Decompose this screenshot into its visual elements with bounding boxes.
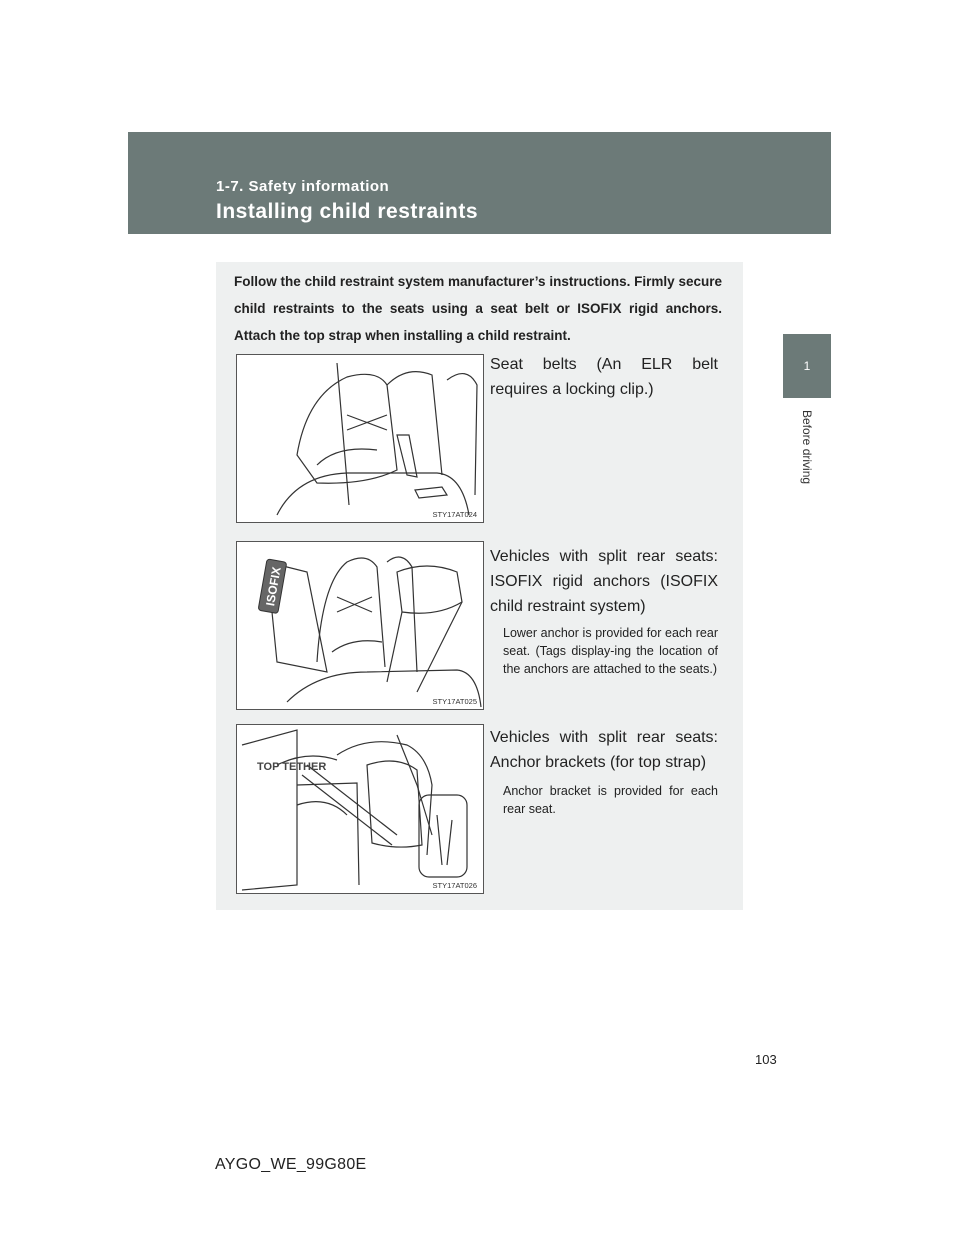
image-code: STY17AT025 — [432, 697, 477, 706]
section-label: 1-7. Safety information — [216, 178, 390, 195]
illustration-top-tether — [236, 724, 484, 894]
chapter-tab: 1 — [783, 334, 831, 398]
item-heading: Seat belts (An ELR belt requires a locking clip.) — [490, 356, 718, 398]
item-description: Lower anchor is provided for each rear seat. (Tags display-ing the location of the anchors are attached to the seats.) — [503, 626, 718, 676]
illustration-isofix — [236, 541, 484, 710]
item-heading: Vehicles with split rear seats: ISOFIX rigid anchors (ISOFIX child restraint system) — [490, 548, 718, 615]
intro-text: Follow the child restraint system manufacturer’s instructions. Firmly secure child restraints to the seats using a seat belt or ISOFIX rigid anchors. Attach the top strap when installing a child restraint. — [234, 274, 722, 343]
image-code: STY17AT024 — [432, 510, 477, 519]
document-code: AYGO_WE_99G80E — [215, 1156, 367, 1173]
chapter-label: Before driving — [800, 410, 814, 485]
content-panel — [216, 262, 743, 910]
section-header — [128, 132, 831, 234]
image-code: STY17AT026 — [432, 881, 477, 890]
illustration-seat-belt — [236, 354, 484, 523]
page-title: Installing child restraints — [216, 200, 479, 223]
isofix-tag-label: ISOFIX — [263, 565, 284, 607]
page-number: 103 — [755, 1052, 777, 1067]
item-description: Anchor bracket is provided for each rear seat. — [503, 784, 718, 816]
item-heading: Vehicles with split rear seats: Anchor brackets (for top strap) — [490, 729, 718, 771]
top-tether-tag-label: TOP TETHER — [257, 761, 327, 773]
top-tether-illustration — [237, 725, 483, 893]
child-seat-belt-illustration — [237, 355, 483, 522]
isofix-illustration — [237, 542, 483, 709]
